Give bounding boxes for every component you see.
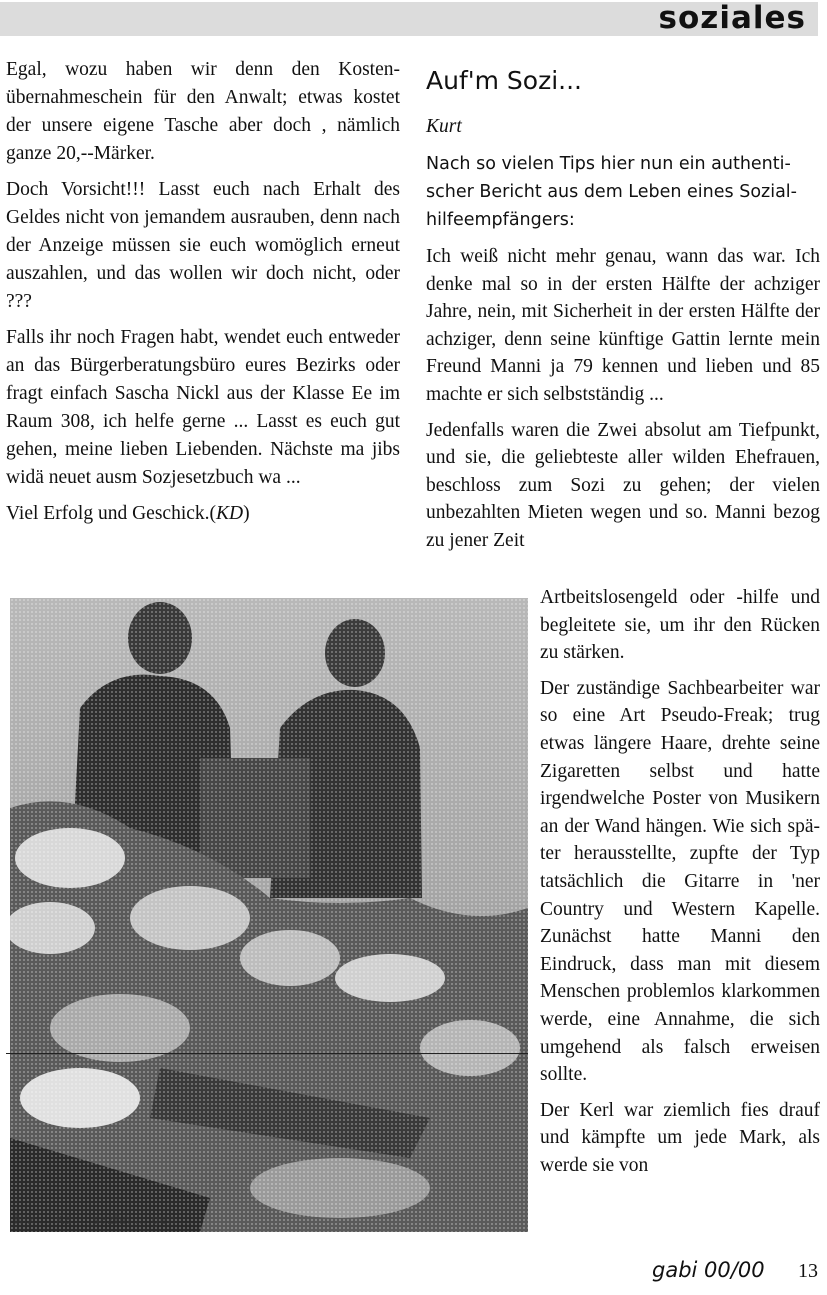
left-column [6,56,400,536]
paragraph: Falls ihr noch Fragen habt, wendet euch entweder an das Bürgerberatungsbüro eures Bezirks oder fragt einfach Sascha Nickl aus der Klasse Ee im Raum 308, ich helfe gerne ... Lasst es euch gut gehen, meine lieben Liebenden. Nächste ma jibs widä neuet ausm Sozjesetzbuch wa ... [6,327,400,488]
article-lead: Nach so vielen Tips hier nun ein authentischer Bericht aus dem Leben eines Sozialhilfeempfängers: [426,154,797,230]
author-initials: KD [216,503,244,524]
halftone-photo [10,598,528,1232]
right-column-narrow [540,584,820,1187]
page-number: 13 [798,1260,818,1282]
section-label: soziales [658,0,806,36]
section-header [0,2,818,36]
paragraph: Artbeitslosengeld oder -hilfe und begleitete sie, um ihr den Rücken zu stärken. [540,587,820,664]
paragraph: Der Kerl war ziemlich fies drauf und kämpfte um jede Mark, als werde sie von [540,1099,820,1176]
paragraph: Egal, wozu haben wir denn den Kostenübernahmeschein für den Anwalt; etwas kostet der unsere eigene Tasche aber doch , nämlich ganze 20,--Märker. [6,59,400,164]
paragraph: Der zuständige Sachbearbeiter war so eine Art Pseudo-Freak; trug etwas längere Haare, drehte seine Zigaretten selbst und hatte irgendwelche Poster von Musikern an der Wand hängen. Wie sich später herausstellte, zupfte der Typ tatsächlich die Gitarre in 'ner Country und Western Kapelle. Zunächst hatte Manni den Eindruck, dass man mit diesem Menschen problemlos klarkommen werde, eine Annahme, die sich umgehend als falsch erweisen sollte. [540,677,820,1086]
paragraph: Ich weiß nicht mehr genau, wann das war. Ich denke mal so in der ersten Hälfte der achziger Jahre, nein, mit Sicherheit in der ersten Hälfte der achziger, denn seine künftige Gattin lernte mein Freund Manni ja 79 kennen und lieben und 85 machte er sich selbstständig ... [426,246,820,405]
article-author: Kurt [426,116,462,137]
sign-off [6,500,400,528]
sign-off-text: Viel Erfolg und Geschick.( [6,503,217,524]
right-column [426,243,820,563]
article-title: Auf'm Sozi... [426,66,582,95]
divider [6,1053,528,1054]
photo-caption: Nix ... Ka ... sazhn ... gen ... [14,1213,193,1228]
paragraph: Doch Vorsicht!!! Lasst euch nach Erhalt des Geldes nicht von jemandem ausrauben, denn nach der Anzeige müssen sie euch womöglich erneut auszahlen, und das wollen wir doch nicht, oder ??? [6,179,400,312]
paragraph: Jedenfalls waren die Zwei absolut am Tiefpunkt, und sie, die geliebteste aller wilden Ehefrauen, beschloss zum Sozi zu gehen; der vielen unbezahlten Mieten wegen und so. Manni bezog zu jener Zeit [426,419,820,551]
sign-off-close: ) [243,503,250,524]
footer-magazine: gabi 00/00 [652,1258,765,1282]
photo-image [10,598,528,1232]
